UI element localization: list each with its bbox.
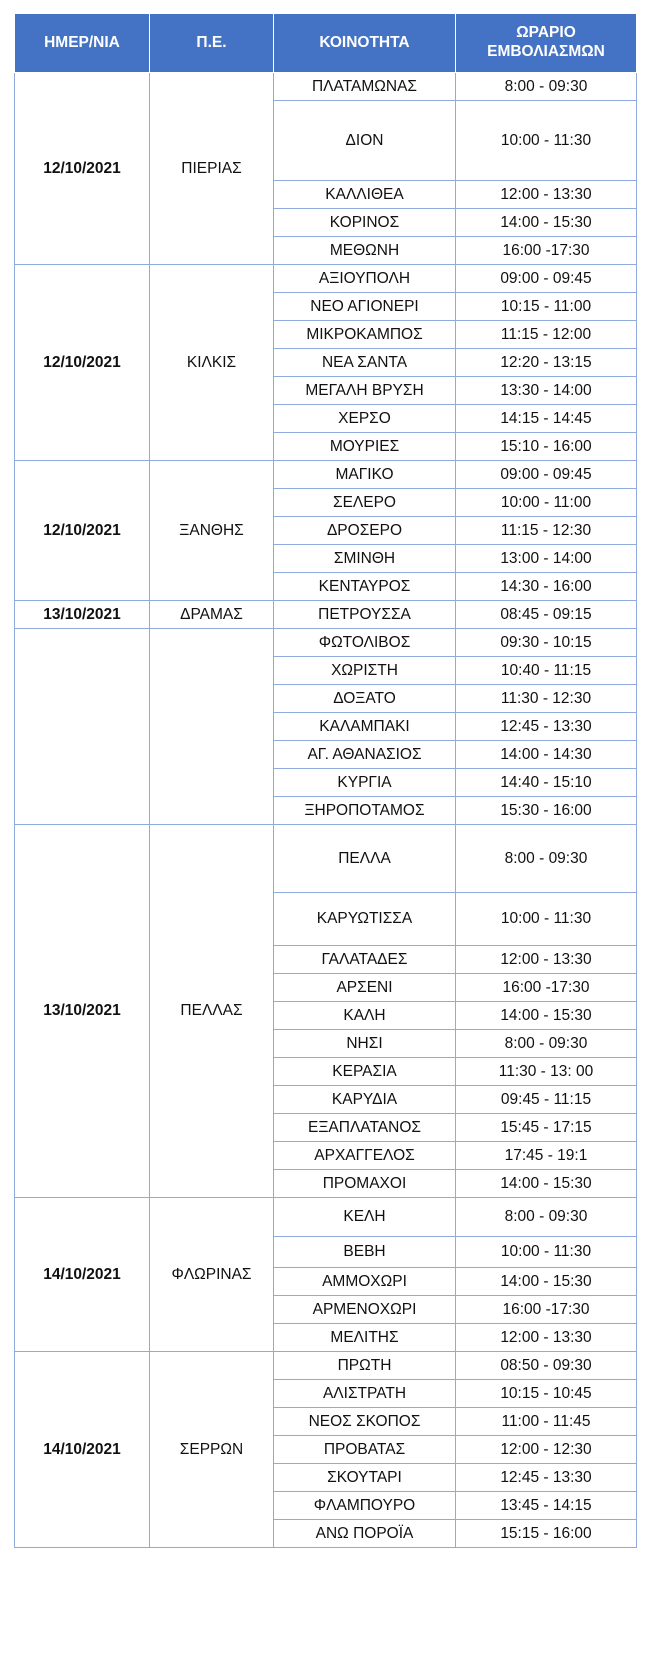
time-cell: 12:00 - 12:30 xyxy=(456,1436,637,1464)
header-schedule: ΩΡΑΡΙΟ ΕΜΒΟΛΙΑΣΜΩΝ xyxy=(456,14,637,73)
time-cell: 13:30 - 14:00 xyxy=(456,377,637,405)
time-cell: 10:00 - 11:30 xyxy=(456,893,637,946)
time-cell: 14:00 - 15:30 xyxy=(456,1002,637,1030)
community-cell: ΑΡΧΑΓΓΕΛΟΣ xyxy=(274,1142,456,1170)
time-cell: 14:30 - 16:00 xyxy=(456,573,637,601)
table-row xyxy=(15,825,637,893)
community-cell: ΚΕΡΑΣΙΑ xyxy=(274,1058,456,1086)
community-cell: ΚΕΝΤΑΥΡΟΣ xyxy=(274,573,456,601)
time-cell: 8:00 - 09:30 xyxy=(456,825,637,893)
time-cell: 15:30 - 16:00 xyxy=(456,797,637,825)
community-cell: ΝΕΑ ΣΑΝΤΑ xyxy=(274,349,456,377)
community-cell: ΑΛΙΣΤΡΑΤΗ xyxy=(274,1380,456,1408)
header-region: Π.Ε. xyxy=(150,14,274,73)
community-cell: ΑΡΜΕΝΟΧΩΡΙ xyxy=(274,1296,456,1324)
time-cell: 15:10 - 16:00 xyxy=(456,433,637,461)
time-cell: 14:00 - 14:30 xyxy=(456,741,637,769)
header-date: ΗΜΕΡ/ΝΙΑ xyxy=(15,14,150,73)
time-cell: 12:20 - 13:15 xyxy=(456,349,637,377)
community-cell: ΚΑΛΛΙΘΕΑ xyxy=(274,181,456,209)
time-cell: 10:15 - 10:45 xyxy=(456,1380,637,1408)
community-cell: ΧΩΡΙΣΤΗ xyxy=(274,657,456,685)
community-cell: ΔΟΞΑΤΟ xyxy=(274,685,456,713)
region-cell: ΚΙΛΚΙΣ xyxy=(150,265,274,461)
time-cell: 10:00 - 11:00 xyxy=(456,489,637,517)
time-cell: 10:00 - 11:30 xyxy=(456,1237,637,1268)
community-cell: ΣΜΙΝΘΗ xyxy=(274,545,456,573)
community-cell: ΠΡΩΤΗ xyxy=(274,1352,456,1380)
time-cell: 14:00 - 15:30 xyxy=(456,209,637,237)
date-cell xyxy=(15,629,150,825)
community-cell: ΠΡΟΒΑΤΑΣ xyxy=(274,1436,456,1464)
header-community: ΚΟΙΝΟΤΗΤΑ xyxy=(274,14,456,73)
community-cell: ΜΕΛΙΤΗΣ xyxy=(274,1324,456,1352)
community-cell: ΔΡΟΣΕΡΟ xyxy=(274,517,456,545)
date-cell: 12/10/2021 xyxy=(15,265,150,461)
time-cell: 13:00 - 14:00 xyxy=(456,545,637,573)
region-cell: ΦΛΩΡΙΝΑΣ xyxy=(150,1198,274,1352)
community-cell: ΜΕΓΑΛΗ ΒΡΥΣΗ xyxy=(274,377,456,405)
community-cell: ΜΕΘΩΝΗ xyxy=(274,237,456,265)
time-cell: 11:30 - 12:30 xyxy=(456,685,637,713)
community-cell: ΞΗΡΟΠΟΤΑΜΟΣ xyxy=(274,797,456,825)
community-cell: ΑΜΜΟΧΩΡΙ xyxy=(274,1268,456,1296)
community-cell: ΣΕΛΕΡΟ xyxy=(274,489,456,517)
community-cell: ΠΡΟΜΑΧΟΙ xyxy=(274,1170,456,1198)
time-cell: 14:15 - 14:45 xyxy=(456,405,637,433)
table-row xyxy=(15,629,637,657)
community-cell: ΠΕΛΛΑ xyxy=(274,825,456,893)
time-cell: 12:00 - 13:30 xyxy=(456,946,637,974)
community-cell: ΧΕΡΣΟ xyxy=(274,405,456,433)
date-cell: 13/10/2021 xyxy=(15,825,150,1198)
community-cell: ΑΡΣΕΝΙ xyxy=(274,974,456,1002)
community-cell: ΦΛΑΜΠΟΥΡΟ xyxy=(274,1492,456,1520)
vaccination-schedule-table xyxy=(14,13,637,1548)
time-cell: 09:00 - 09:45 xyxy=(456,265,637,293)
community-cell: ΠΛΑΤΑΜΩΝΑΣ xyxy=(274,73,456,101)
time-cell: 13:45 - 14:15 xyxy=(456,1492,637,1520)
community-cell: ΜΑΓΙΚΟ xyxy=(274,461,456,489)
time-cell: 14:40 - 15:10 xyxy=(456,769,637,797)
time-cell: 11:30 - 13: 00 xyxy=(456,1058,637,1086)
table-row xyxy=(15,265,637,293)
community-cell: ΓΑΛΑΤΑΔΕΣ xyxy=(274,946,456,974)
region-cell: ΠΙΕΡΙΑΣ xyxy=(150,73,274,265)
time-cell: 15:45 - 17:15 xyxy=(456,1114,637,1142)
community-cell: ΝΗΣΙ xyxy=(274,1030,456,1058)
table-row xyxy=(15,461,637,489)
community-cell: ΚΑΡΥΩΤΙΣΣΑ xyxy=(274,893,456,946)
date-cell: 12/10/2021 xyxy=(15,461,150,601)
community-cell: ΚΟΡΙΝΟΣ xyxy=(274,209,456,237)
region-cell: ΠΕΛΛΑΣ xyxy=(150,825,274,1198)
time-cell: 11:00 - 11:45 xyxy=(456,1408,637,1436)
community-cell: ΑΝΩ ΠΟΡΟΪΑ xyxy=(274,1520,456,1548)
community-cell: ΚΥΡΓΙΑ xyxy=(274,769,456,797)
time-cell: 09:00 - 09:45 xyxy=(456,461,637,489)
time-cell: 11:15 - 12:00 xyxy=(456,321,637,349)
time-cell: 11:15 - 12:30 xyxy=(456,517,637,545)
community-cell: ΑΓ. ΑΘΑΝΑΣΙΟΣ xyxy=(274,741,456,769)
table-row xyxy=(15,1198,637,1237)
time-cell: 15:15 - 16:00 xyxy=(456,1520,637,1548)
time-cell: 12:00 - 13:30 xyxy=(456,1324,637,1352)
date-cell: 13/10/2021 xyxy=(15,601,150,629)
table-row xyxy=(15,601,637,629)
community-cell: ΝΕΟΣ ΣΚΟΠΟΣ xyxy=(274,1408,456,1436)
community-cell: ΑΞΙΟΥΠΟΛΗ xyxy=(274,265,456,293)
time-cell: 12:45 - 13:30 xyxy=(456,1464,637,1492)
community-cell: ΕΞΑΠΛΑΤΑΝΟΣ xyxy=(274,1114,456,1142)
community-cell: ΚΑΛΗ xyxy=(274,1002,456,1030)
time-cell: 16:00 -17:30 xyxy=(456,974,637,1002)
time-cell: 8:00 - 09:30 xyxy=(456,1030,637,1058)
region-cell: ΞΑΝΘΗΣ xyxy=(150,461,274,601)
time-cell: 17:45 - 19:1 xyxy=(456,1142,637,1170)
community-cell: ΔΙΟΝ xyxy=(274,101,456,181)
community-cell: ΚΑΛΑΜΠΑΚΙ xyxy=(274,713,456,741)
table-row xyxy=(15,73,637,101)
community-cell: ΒΕΒΗ xyxy=(274,1237,456,1268)
time-cell: 10:15 - 11:00 xyxy=(456,293,637,321)
community-cell: ΜΙΚΡΟΚΑΜΠΟΣ xyxy=(274,321,456,349)
time-cell: 14:00 - 15:30 xyxy=(456,1170,637,1198)
region-cell xyxy=(150,629,274,825)
table-row xyxy=(15,1352,637,1380)
date-cell: 14/10/2021 xyxy=(15,1198,150,1352)
community-cell: ΝΕΟ ΑΓΙΟΝΕΡΙ xyxy=(274,293,456,321)
time-cell: 12:00 - 13:30 xyxy=(456,181,637,209)
time-cell: 12:45 - 13:30 xyxy=(456,713,637,741)
time-cell: 8:00 - 09:30 xyxy=(456,1198,637,1237)
time-cell: 16:00 -17:30 xyxy=(456,237,637,265)
time-cell: 10:00 - 11:30 xyxy=(456,101,637,181)
date-cell: 14/10/2021 xyxy=(15,1352,150,1548)
region-cell: ΔΡΑΜΑΣ xyxy=(150,601,274,629)
time-cell: 08:50 - 09:30 xyxy=(456,1352,637,1380)
date-cell: 12/10/2021 xyxy=(15,73,150,265)
community-cell: ΠΕΤΡΟΥΣΣΑ xyxy=(274,601,456,629)
time-cell: 09:30 - 10:15 xyxy=(456,629,637,657)
community-cell: ΜΟΥΡΙΕΣ xyxy=(274,433,456,461)
time-cell: 10:40 - 11:15 xyxy=(456,657,637,685)
time-cell: 8:00 - 09:30 xyxy=(456,73,637,101)
community-cell: ΣΚΟΥΤΑΡΙ xyxy=(274,1464,456,1492)
time-cell: 14:00 - 15:30 xyxy=(456,1268,637,1296)
time-cell: 08:45 - 09:15 xyxy=(456,601,637,629)
time-cell: 16:00 -17:30 xyxy=(456,1296,637,1324)
community-cell: ΚΕΛΗ xyxy=(274,1198,456,1237)
header-row xyxy=(15,14,637,73)
time-cell: 09:45 - 11:15 xyxy=(456,1086,637,1114)
community-cell: ΚΑΡΥΔΙΑ xyxy=(274,1086,456,1114)
region-cell: ΣΕΡΡΩΝ xyxy=(150,1352,274,1548)
community-cell: ΦΩΤΟΛΙΒΟΣ xyxy=(274,629,456,657)
